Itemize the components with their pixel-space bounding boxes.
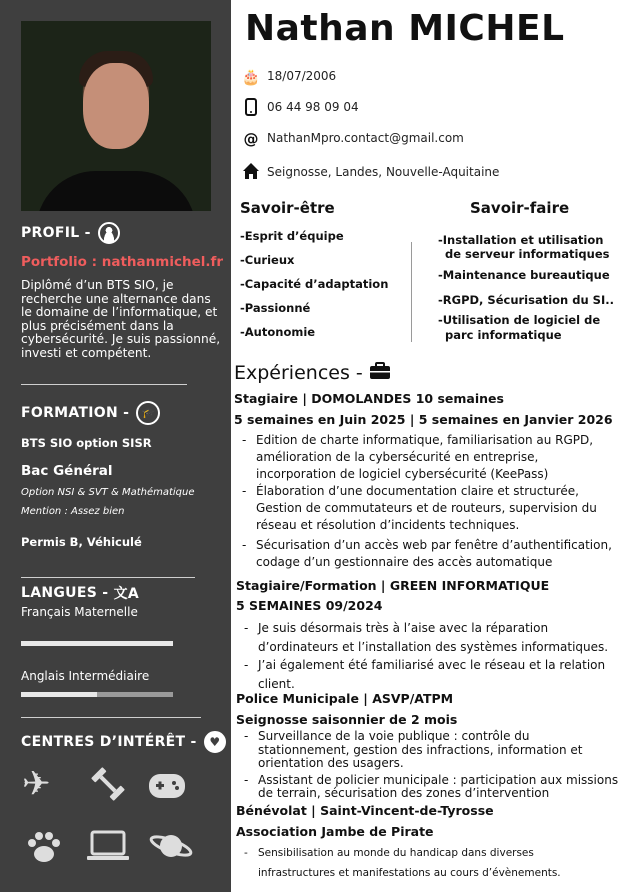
cake-icon: 🎂 [241, 68, 261, 86]
degree-bac: Bac Général [21, 463, 113, 479]
paw-icon [25, 828, 63, 875]
home-icon [241, 162, 261, 182]
savoir-faire-item: de serveur informatiques [445, 247, 610, 261]
column-divider [411, 242, 412, 342]
profile-heading: PROFIL - [21, 222, 120, 244]
list-item: - Assistant de policier municipale : participation aux missions de terrain, sécurisation des zones d’intervention [244, 774, 624, 801]
experience-dates: 5 semaines en Juin 2025 | 5 semaines en Janvier 2026 [234, 412, 613, 427]
list-item: - Élaboration d’une documentation claire et structurée, Gestion de commutateurs et de routeurs, supervision du réseau et résolution d’incidents techniques. [242, 483, 622, 534]
formation-heading: FORMATION - 🎓 [21, 401, 160, 425]
airplane-icon: ✈ [22, 764, 51, 804]
list-item: - Surveillance de la voie publique : contrôle du stationnement, gestion des infractions, information et orientation des usagers. [244, 730, 624, 771]
briefcase-icon [369, 362, 391, 385]
experience-dates: Seignosse saisonnier de 2 mois [236, 712, 458, 727]
experience-role: Police Municipale | ASVP/ATPM [236, 691, 454, 706]
permis: Permis B, Véhiculé [21, 535, 142, 549]
main-content [231, 0, 626, 892]
langues-heading: LANGUES - 文A [21, 585, 139, 602]
email[interactable]: NathanMpro.contact@gmail.com [267, 131, 464, 145]
list-item: - J’ai également été familiarisé avec le réseau et la relation client. [244, 656, 620, 693]
savoir-etre-item: -Passionné [240, 301, 311, 315]
experience-bullets [244, 619, 620, 693]
full-name: Nathan MICHEL [245, 8, 565, 49]
phone-icon [241, 98, 261, 118]
savoir-etre-item: -Curieux [240, 253, 295, 267]
experiences-heading: Expériences - [234, 362, 391, 385]
user-icon [98, 222, 120, 244]
savoir-etre-item: -Esprit d’équipe [240, 229, 344, 243]
divider [21, 384, 187, 385]
experience-role: Stagiaire/Formation | GREEN INFORMATIQUE [236, 578, 550, 593]
experience-bullets [244, 843, 564, 883]
translate-icon: 文A [113, 586, 139, 602]
profile-text: Diplômé d’un BTS SIO, je recherche une alternance dans le domaine de l’informatique, et plus précisément dans la cybersécurité. Je suis passionné, investi et compétent. [21, 278, 221, 360]
savoir-etre-item: -Capacité d’adaptation [240, 277, 389, 291]
savoir-etre-heading: Savoir-être [240, 199, 335, 217]
list-item: - Sensibilisation au monde du handicap dans diverses infrastructures et manifestations au cours d’évènements. [244, 843, 564, 883]
experience-bullets [244, 730, 624, 801]
profile-photo [21, 21, 211, 211]
bac-option: Option NSI & SVT & Mathématique [21, 487, 195, 498]
graduation-cap-icon: 🎓 [136, 401, 160, 425]
language-french: Français Maternelle [21, 605, 138, 619]
planet-icon [148, 828, 194, 873]
gamepad-icon [148, 770, 186, 810]
language-english: Anglais Intermédiaire [21, 669, 150, 683]
experience-dates: 5 SEMAINES 09/2024 [236, 598, 383, 613]
degree-bts: BTS SIO option SISR [21, 436, 152, 450]
language-french-level [21, 641, 173, 646]
divider [21, 717, 201, 718]
divider [21, 577, 195, 578]
at-icon: @ [243, 130, 259, 148]
language-english-level [21, 692, 173, 697]
experience-role: Stagiaire | DOMOLANDES 10 semaines [234, 391, 504, 406]
savoir-etre-item: -Autonomie [240, 325, 316, 339]
dumbbell-icon [88, 764, 128, 813]
list-item: - Edition de charte informatique, familiarisation au RGPD, amélioration de la cybersécurité en entreprise, incorporation de logiciel cybersécurité (KeePass) [242, 432, 622, 483]
savoir-faire-item: -Installation et utilisation [438, 233, 604, 247]
laptop-icon [86, 830, 130, 871]
experience-bullets [242, 432, 622, 571]
savoir-faire-item: parc informatique [445, 328, 562, 342]
interets-heading: CENTRES D’INTÉRÊT - ♥ [21, 731, 226, 753]
address: Seignosse, Landes, Nouvelle-Aquitaine [267, 165, 500, 179]
savoir-faire-item: -Utilisation de logiciel de [438, 313, 601, 327]
sidebar [0, 0, 231, 892]
experience-dates: Association Jambe de Pirate [236, 824, 434, 839]
list-item: - Sécurisation d’un accès web par fenêtre d’authentification, codage d’un gestionnaire des accès automatique [242, 537, 622, 571]
portfolio-link[interactable]: Portfolio : nathanmichel.fr [21, 254, 224, 270]
birthdate: 18/07/2006 [267, 69, 337, 83]
experience-role: Bénévolat | Saint-Vincent-de-Tyrosse [236, 803, 494, 818]
phone: 06 44 98 09 04 [267, 100, 359, 114]
savoir-faire-heading: Savoir-faire [470, 199, 570, 217]
savoir-faire-item: -Maintenance bureautique [438, 268, 610, 282]
savoir-faire-item: -RGPD, Sécurisation du SI.. [438, 293, 614, 307]
heart-icon: ♥ [204, 731, 226, 753]
bac-mention: Mention : Assez bien [21, 506, 125, 517]
list-item: - Je suis désormais très à l’aise avec la réparation d’ordinateurs et l’installation des systèmes informatiques. [244, 619, 620, 656]
